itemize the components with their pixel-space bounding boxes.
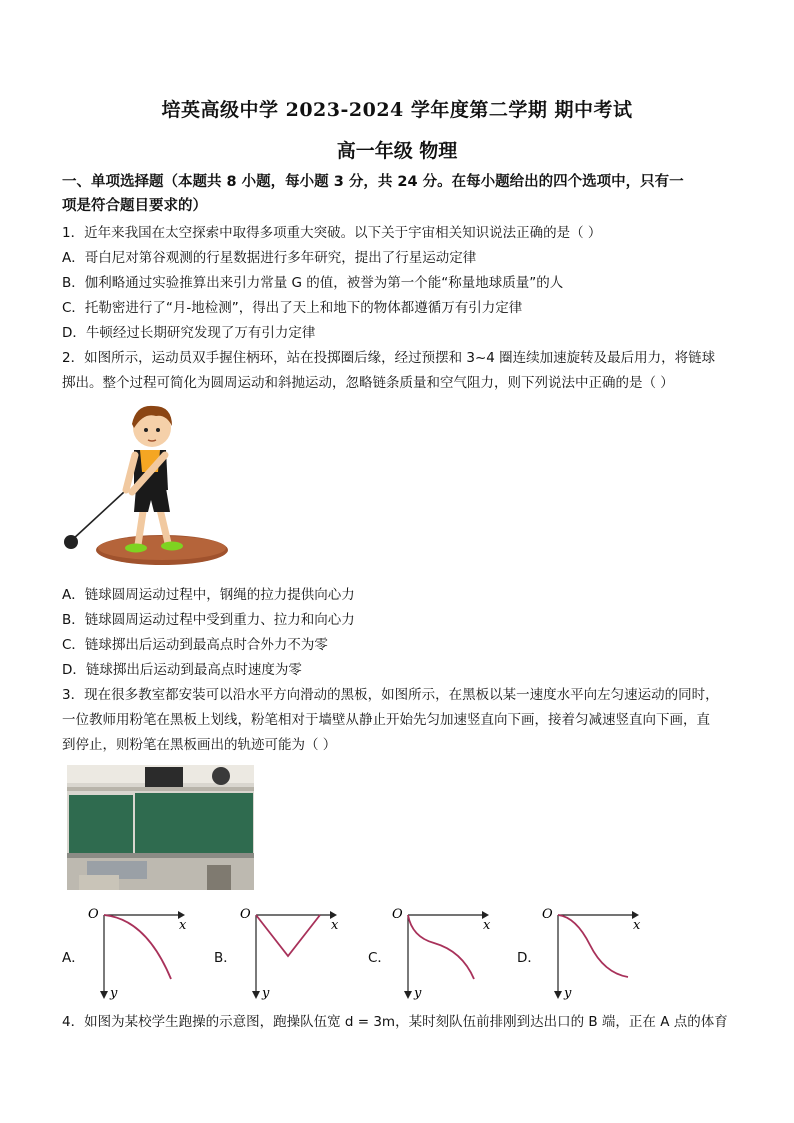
q3-graph-a — [86, 905, 196, 1000]
q3-graph-b-x-label: x — [331, 918, 339, 933]
q3-graph-b — [238, 905, 348, 1000]
hammer-thrower-illustration — [62, 400, 232, 572]
q3-stem-line-2: 一位教师用粉笔在黑板上划线，粉笔相对于墙壁从静止开始先匀加速竖直向下画，接着匀减速竖直向下画，直 — [62, 712, 710, 728]
q3-graph-a-x-label: x — [179, 918, 187, 933]
q3-graph-d-curve — [558, 915, 628, 977]
q1-option-d: D．牛顿经过长期研究发现了万有引力定律 — [62, 325, 316, 341]
q3-option-b-label: B． — [214, 950, 237, 966]
q3-graph-a-y-label: y — [110, 986, 118, 1000]
q3-graph-c-x-label: x — [483, 918, 491, 933]
q3-graph-d-x-label: x — [633, 918, 641, 933]
q3-graph-b-origin: O — [240, 907, 251, 922]
q3-graph-d-origin: O — [542, 907, 553, 922]
section-heading-line-2: 项是符合题目要求的） — [62, 198, 207, 214]
q3-option-c-label: C． — [368, 950, 391, 966]
q2-option-b: B．链球圆周运动过程中受到重力、拉力和向心力 — [62, 612, 355, 628]
q2-option-c: C．链球掷出后运动到最高点时合外力不为零 — [62, 637, 328, 653]
q1-option-c: C．托勒密进行了“月-地检测”，得出了天上和地下的物体都遵循万有引力定律 — [62, 300, 523, 316]
q4-stem: 4．如图为某校学生跑操的示意图，跑操队伍宽 d = 3m，某时刻队伍前排刚到达出口的 B 端，正在 A 点的体育 — [62, 1014, 728, 1030]
section-heading — [62, 170, 742, 218]
q3-graph-c-origin: O — [392, 907, 403, 922]
q2-option-d: D．链球掷出后运动到最高点时速度为零 — [62, 662, 302, 678]
q3-graph-b-y-label: y — [262, 986, 270, 1000]
q3-graph-a-curve — [104, 915, 171, 979]
q2-stem-line-1: 2．如图所示，运动员双手握住柄环，站在投掷圈后缘，经过预摆和 3~4 圈连续加速旋转及最后用力，将链球 — [62, 350, 716, 366]
q1-option-b: B．伽利略通过实验推算出来引力常量 G 的值，被誉为第一个能“称量地球质量”的人 — [62, 275, 564, 291]
classroom-blackboard-photo — [67, 765, 254, 890]
q3-graph-a-origin: O — [88, 907, 99, 922]
q3-option-a-label: A． — [62, 950, 85, 966]
exam-subtitle: 高一年级 物理 — [336, 140, 458, 162]
q2-option-a: A．链球圆周运动过程中，钢绳的拉力提供向心力 — [62, 587, 355, 603]
q3-graph-c-y-label: y — [414, 986, 422, 1000]
q3-graph-b-curve — [256, 915, 320, 956]
q3-option-d-label: D． — [517, 950, 541, 966]
q3-stem-line-1: 3．现在很多教室都安装可以沿水平方向滑动的黑板，如图所示，在黑板以某一速度水平向左匀速运动的同时， — [62, 687, 719, 703]
q2-stem-line-2: 掷出。整个过程可简化为圆周运动和斜抛运动，忽略链条质量和空气阻力，则下列说法中正确的是（ ） — [62, 375, 674, 391]
q3-graph-d — [540, 905, 650, 1000]
q3-graph-d-y-label: y — [564, 986, 572, 1000]
exam-title: 培英高级中学 2023-2024 学年度第二学期 期中考试 — [161, 99, 633, 121]
q1-option-a: A．哥白尼对第谷观测的行星数据进行多年研究，提出了行星运动定律 — [62, 250, 477, 266]
q3-graph-c-curve — [408, 915, 474, 979]
q3-stem-line-3: 到停止，则粉笔在黑板画出的轨迹可能为（ ） — [62, 737, 337, 753]
q1-stem: 1．近年来我国在太空探索中取得多项重大突破。以下关于宇宙相关知识说法正确的是（ ） — [62, 225, 602, 241]
section-heading-line-1: 一、单项选择题（本题共 8 小题，每小题 3 分，共 24 分。在每小题给出的四个选项中，只有一 — [62, 174, 684, 190]
q3-graph-c — [390, 905, 500, 1000]
